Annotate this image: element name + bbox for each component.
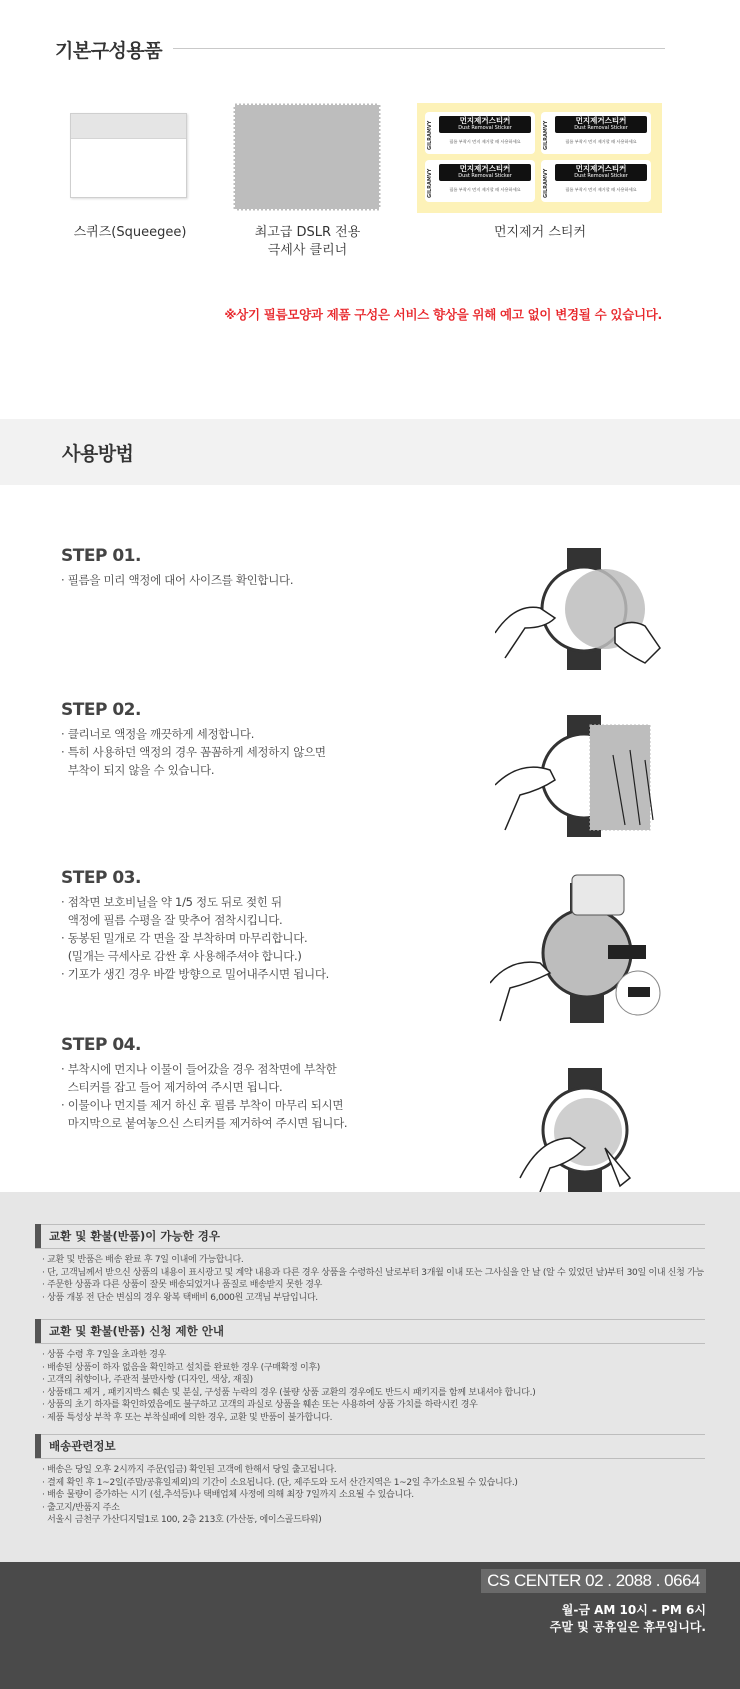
cs-center-phone: CS CENTER 02 . 2088 . 0664 xyxy=(481,1569,706,1593)
sticker-title: 먼지제거스티커 xyxy=(459,116,511,125)
dust-sticker xyxy=(541,160,651,202)
info-rule-1b xyxy=(35,1248,705,1249)
title-divider xyxy=(173,48,665,49)
sticker-subtitle: Dust Removal Sticker xyxy=(574,173,628,179)
shipping-info-heading: 배송관련정보 xyxy=(49,1439,116,1453)
sticker-title-box xyxy=(439,164,531,181)
components-title: 기본구성용품 xyxy=(55,40,163,62)
step-2-title: STEP 02. xyxy=(61,700,141,720)
sticker-title: 먼지제거스티커 xyxy=(575,164,627,173)
dust-sticker xyxy=(425,160,535,202)
sticker-subtitle: Dust Removal Sticker xyxy=(574,125,628,131)
sticker-brand: GILRAMVY xyxy=(427,120,433,150)
cloth-label-line1: 최고급 DSLR 전용 xyxy=(254,225,361,240)
info-rule-3a xyxy=(35,1434,705,1435)
info-rule-2b xyxy=(35,1343,705,1344)
exchange-restriction-heading: 교환 및 환불(반품) 신청 제한 안내 xyxy=(49,1324,224,1338)
dust-sticker-label: 먼지제거 스티커 xyxy=(493,225,587,240)
step-1-text: · 필름을 미리 액정에 대어 사이즈를 확인합니다. xyxy=(61,573,294,587)
sticker-note: 필름 부착시 먼지 제거할 때 사용하세요 xyxy=(565,187,637,192)
sticker-subtitle: Dust Removal Sticker xyxy=(458,125,512,131)
sticker-note: 필름 부착시 먼지 제거할 때 사용하세요 xyxy=(449,139,521,144)
step-1-title: STEP 01. xyxy=(61,546,141,566)
exchange-possible-text: · 교환 및 반품은 배송 완료 후 7일 이내에 가능합니다. · 단, 고객님께서 받으신 상품의 내용이 표시광고 및 계약 내용과 다른 경우 상품을 수령하신 날로부터 3개월 이내 또는 그사실을 안 날 (알 수 있었던 날)부터 30일 이내 신청 가능 · 주문한 상품과 다른 상품이 잘못 배송되었거나 품질로 배송받지 못한 경우 · 상품 개봉 전 단순 변심의 경우 왕복 택배비 6,000원 고객님 부담입니다. xyxy=(42,1255,704,1303)
info-rule-3b xyxy=(35,1458,705,1459)
sticker-brand: GILRAMVY xyxy=(427,168,433,198)
sticker-title: 먼지제거스티커 xyxy=(459,164,511,173)
business-hours xyxy=(550,1602,706,1636)
usage-title: 사용방법 xyxy=(62,443,134,465)
sticker-subtitle: Dust Removal Sticker xyxy=(458,173,512,179)
sticker-title: 먼지제거스티커 xyxy=(575,116,627,125)
squeegee-image xyxy=(70,113,187,198)
sticker-brand: GILRAMVY xyxy=(543,120,549,150)
step-2-illustration xyxy=(495,715,665,837)
step-3-title: STEP 03. xyxy=(61,868,141,888)
dust-sticker xyxy=(425,112,535,154)
step-1-illustration xyxy=(495,548,665,670)
cloth-label-line2: 극세사 클리너 xyxy=(267,243,348,258)
sticker-title-box xyxy=(439,116,531,133)
hours-weekend: 주말 및 공휴일은 휴무입니다. xyxy=(549,1620,706,1634)
sticker-title-box xyxy=(555,116,647,133)
step-4-title: STEP 04. xyxy=(61,1035,141,1055)
sticker-title-box xyxy=(555,164,647,181)
change-notice: ※상기 필름모양과 제품 구성은 서비스 향상을 위해 예고 없이 변경될 수 있습니다. xyxy=(224,307,662,322)
shipping-info-text: · 배송은 당일 오후 2시까지 주문(입금) 확인된 고객에 한해서 당일 출고됩니다. · 결제 확인 후 1~2일(주말/공휴일제외)의 기간이 소요됩니다. (단, 제주도와 도서 산간지역은 1~2일 추가소요될 수 있습니다.) · 배송 물량이 증가하는 시기 (설,추석등)나 택배업체 사정에 의해 최장 7일까지 소요될 수 있습니다. · 출고지/반품지 주소 서울시 금천구 가산디지털1로 100, 2층 213호 (가산동, 에이스골드타워) xyxy=(42,1465,518,1526)
cleaning-cloth-label xyxy=(220,224,395,260)
step-3-text: · 점착면 보호비닐을 약 1/5 정도 뒤로 젖힌 뒤 액정에 필름 수평을 잘 맞추어 점착시킵니다. · 동봉된 밀개로 각 면을 잘 부착하며 마무리합니다. (밀개는 극세사로 감싼 후 사용해주셔야 합니다.) · 기포가 생긴 경우 바깥 방향으로 밀어내주시면 됩니다. xyxy=(61,895,329,981)
exchange-possible-heading: 교환 및 환불(반품)이 가능한 경우 xyxy=(49,1229,220,1243)
step-2-text: · 클리너로 액정을 깨끗하게 세정합니다. · 특히 사용하던 액정의 경우 꼼꼼하게 세정하지 않으면 부착이 되지 않을 수 있습니다. xyxy=(61,727,326,777)
sticker-note: 필름 부착시 먼지 제거할 때 사용하세요 xyxy=(449,187,521,192)
step-4-illustration xyxy=(510,1068,670,1192)
sticker-note: 필름 부착시 먼지 제거할 때 사용하세요 xyxy=(565,139,637,144)
squeegee-label: 스퀴즈(Squeegee) xyxy=(73,225,187,240)
cleaning-cloth-image xyxy=(232,102,382,212)
sticker-brand: GILRAMVY xyxy=(543,168,549,198)
step-3-illustration xyxy=(490,863,670,1023)
step-4-text: · 부착시에 먼지나 이물이 들어갔을 경우 점착면에 부착한 스티커를 잡고 들어 제거하여 주시면 됩니다. · 이물이나 먼지를 제거 하신 후 필름 부착이 마무리 되시면 마지막으로 붙여놓으신 스티커를 제거하여 주시면 됩니다. xyxy=(61,1062,348,1130)
exchange-restriction-text: · 상품 수령 후 7일을 초과한 경우 · 배송된 상품이 하자 없음을 확인하고 설치를 완료한 경우 (구매확정 이후) · 고객의 취향이나, 주관적 불만사항 (디자인, 색상, 재질) · 상품태그 제거 , 패키지박스 훼손 및 분실, 구성품 누락의 경우 (불량 상품 교환의 경우에도 반드시 패키지를 함께 보내셔야 합니다.) · 상품의 초기 하자를 확인하였음에도 불구하고 고객의 과실로 상품을 훼손 또는 사용하여 상품 가치를 하락시킨 경우 · 제품 특성상 부착 후 또는 부착실패에 의한 경우, 교환 및 반품이 불가합니다. xyxy=(42,1350,536,1423)
hours-weekday: 월-금 AM 10시 - PM 6시 xyxy=(561,1603,706,1617)
dust-sticker xyxy=(541,112,651,154)
